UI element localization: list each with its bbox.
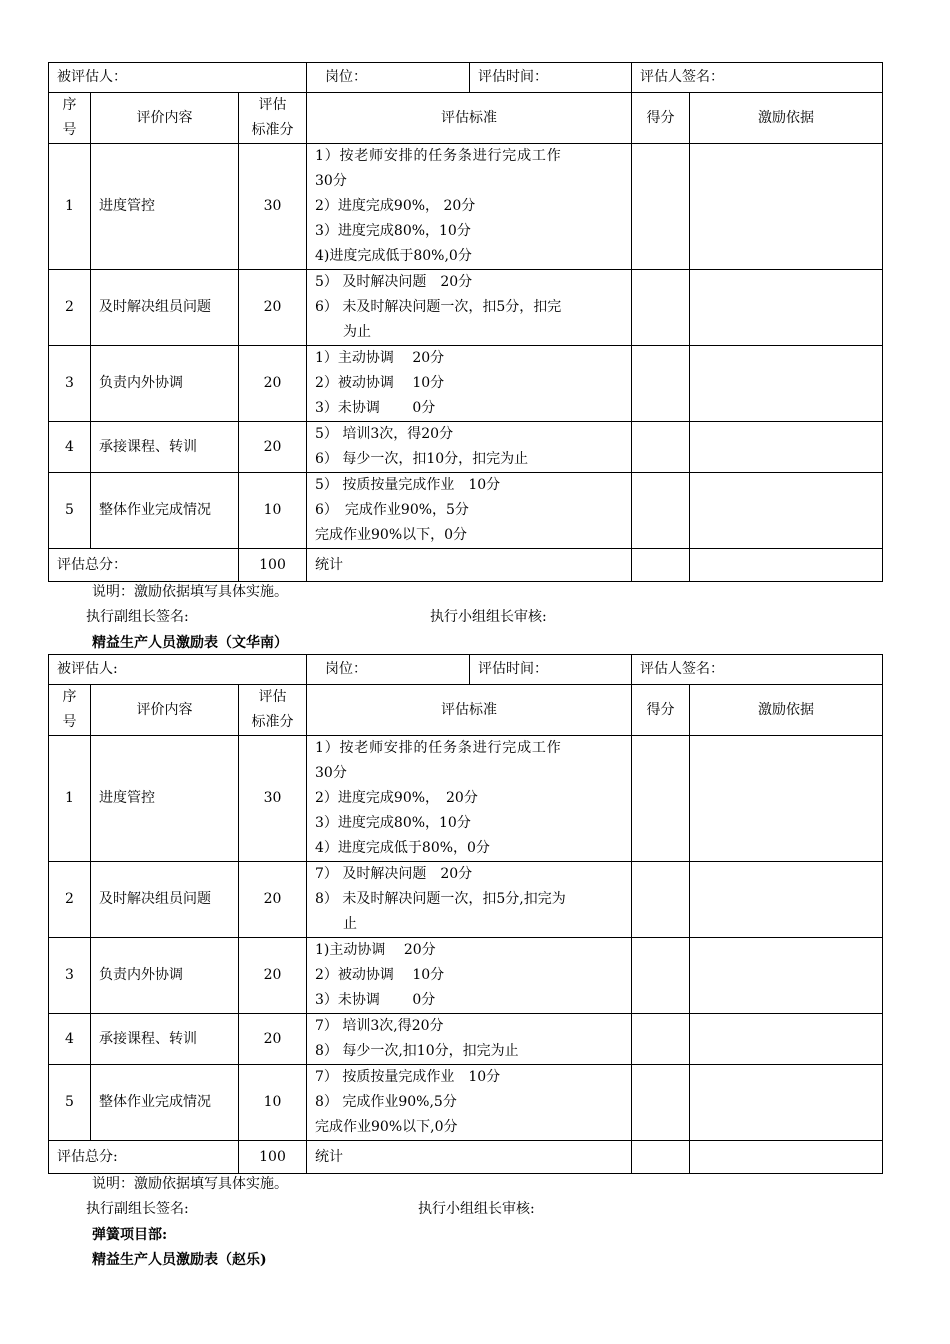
stat-label: 统计 — [307, 549, 632, 582]
criteria-cell: 5） 培训3次，得20分 6） 每少一次，扣10分，扣完为止 — [307, 422, 632, 473]
col-criteria: 评估标准 — [307, 93, 632, 144]
total-value: 100 — [239, 1141, 307, 1174]
basis-cell[interactable] — [690, 346, 883, 422]
department-label: 弹簧项目部: — [92, 1227, 168, 1243]
table-row: 4 承接课程、转训 20 5） 培训3次，得20分 6） 每少一次，扣10分，扣完为止 — [49, 422, 883, 473]
note-text-2: 说明：激励依据填写具体实施。 — [92, 1176, 288, 1192]
criteria-cell: 7） 及时解决问题 20分 8） 未及时解决问题一次，扣5分,扣完为 止 — [307, 862, 632, 938]
criteria-cell: 5） 及时解决问题 20分 6） 未及时解决问题一次，扣5分，扣完 为止 — [307, 270, 632, 346]
criteria-cell: 1）主动协调 20分 2）被动协调 10分 3）未协调 0分 — [307, 346, 632, 422]
score-cell[interactable] — [632, 736, 690, 862]
col-basis: 激励依据 — [690, 685, 883, 736]
position-field[interactable]: 岗位： — [307, 655, 470, 685]
basis-cell[interactable] — [690, 144, 883, 270]
criteria-cell: 1）按老师安排的任务条进行完成工作 30分 2）进度完成90%， 20分 3）进度完成80%，10分 4）进度完成低于80%，0分 — [307, 736, 632, 862]
evaluator-signature-field[interactable]: 评估人签名： — [632, 63, 883, 93]
stat-label: 统计 — [307, 1141, 632, 1174]
table-row: 5 整体作业完成情况 10 5） 按质按量完成作业 10分 6） 完成作业90%，5分 完成作业90%以下，0分 — [49, 473, 883, 549]
basis-cell[interactable] — [690, 862, 883, 938]
table-title-3: 精益生产人员激励表（赵乐) — [92, 1252, 267, 1268]
score-cell[interactable] — [632, 862, 690, 938]
total-label: 评估总分： — [49, 549, 239, 582]
criteria-cell: 1）按老师安排的任务条进行完成工作 30分 2）进度完成90%， 20分 3）进度完成80%，10分 4)进度完成低于80%,0分 — [307, 144, 632, 270]
total-score-cell[interactable] — [632, 549, 690, 582]
col-standard: 评估 标准分 — [239, 93, 307, 144]
table-row: 3 负责内外协调 20 1）主动协调 20分 2）被动协调 10分 3）未协调 0分 — [49, 346, 883, 422]
score-cell[interactable] — [632, 270, 690, 346]
score-cell[interactable] — [632, 144, 690, 270]
col-no: 序 号 — [49, 93, 91, 144]
basis-cell[interactable] — [690, 270, 883, 346]
table-row: 5 整体作业完成情况 10 7） 按质按量完成作业 10分 8） 完成作业90%,5分 完成作业90%以下,0分 — [49, 1065, 883, 1141]
criteria-cell: 7） 培训3次,得20分 8） 每少一次,扣10分，扣完为止 — [307, 1014, 632, 1065]
basis-cell[interactable] — [690, 1065, 883, 1141]
table-title-2: 精益生产人员激励表（文华南） — [92, 635, 288, 651]
criteria-cell: 1)主动协调 20分 2）被动协调 10分 3）未协调 0分 — [307, 938, 632, 1014]
position-field[interactable]: 岗位： — [307, 63, 470, 93]
total-score-cell[interactable] — [632, 1141, 690, 1174]
evaluated-person-field[interactable]: 被评估人： — [49, 63, 307, 93]
score-cell[interactable] — [632, 422, 690, 473]
leader-review-label-1: 执行小组组长审核: — [430, 609, 547, 625]
table-row: 4 承接课程、转训 20 7） 培训3次,得20分 8） 每少一次,扣10分，扣完为止 — [49, 1014, 883, 1065]
column-header-row — [49, 93, 883, 144]
score-cell[interactable] — [632, 938, 690, 1014]
basis-cell[interactable] — [690, 736, 883, 862]
col-criteria: 评估标准 — [307, 685, 632, 736]
eval-time-field[interactable]: 评估时间： — [470, 63, 632, 93]
deputy-signature-label-2: 执行副组长签名: — [86, 1201, 189, 1217]
col-content: 评价内容 — [91, 93, 239, 144]
note-text-1: 说明：激励依据填写具体实施。 — [92, 584, 288, 600]
table-row: 2 及时解决组员问题 20 5） 及时解决问题 20分 6） 未及时解决问题一次，扣5分，扣完 为止 — [49, 270, 883, 346]
criteria-cell: 7） 按质按量完成作业 10分 8） 完成作业90%,5分 完成作业90%以下,0分 — [307, 1065, 632, 1141]
score-cell[interactable] — [632, 1065, 690, 1141]
column-header-row — [49, 685, 883, 736]
total-value: 100 — [239, 549, 307, 582]
col-basis: 激励依据 — [690, 93, 883, 144]
col-score: 得分 — [632, 93, 690, 144]
total-basis-cell[interactable] — [690, 549, 883, 582]
evaluated-person-field[interactable]: 被评估人: — [49, 655, 307, 685]
score-cell[interactable] — [632, 346, 690, 422]
table-header-row — [49, 655, 883, 685]
evaluation-table-2 — [48, 654, 883, 1174]
table-row: 1 进度管控 30 1）按老师安排的任务条进行完成工作 30分 2）进度完成90%， 20分 3）进度完成80%，10分 4）进度完成低于80%，0分 — [49, 736, 883, 862]
score-cell[interactable] — [632, 1014, 690, 1065]
table-row: 3 负责内外协调 20 1)主动协调 20分 2）被动协调 10分 3）未协调 0分 — [49, 938, 883, 1014]
evaluation-table-1 — [48, 62, 883, 582]
col-score: 得分 — [632, 685, 690, 736]
score-cell[interactable] — [632, 473, 690, 549]
col-standard: 评估 标准分 — [239, 685, 307, 736]
basis-cell[interactable] — [690, 473, 883, 549]
basis-cell[interactable] — [690, 1014, 883, 1065]
table-header-row — [49, 63, 883, 93]
total-row — [49, 549, 883, 582]
col-content: 评价内容 — [91, 685, 239, 736]
col-no: 序 号 — [49, 685, 91, 736]
evaluator-signature-field[interactable]: 评估人签名： — [632, 655, 883, 685]
basis-cell[interactable] — [690, 938, 883, 1014]
basis-cell[interactable] — [690, 422, 883, 473]
total-label: 评估总分: — [49, 1141, 239, 1174]
eval-time-field[interactable]: 评估时间： — [470, 655, 632, 685]
criteria-cell: 5） 按质按量完成作业 10分 6） 完成作业90%，5分 完成作业90%以下，0分 — [307, 473, 632, 549]
total-basis-cell[interactable] — [690, 1141, 883, 1174]
deputy-signature-label-1: 执行副组长签名: — [86, 609, 189, 625]
total-row — [49, 1141, 883, 1174]
table-row: 1 进度管控 30 1）按老师安排的任务条进行完成工作 30分 2）进度完成90%， 20分 3）进度完成80%，10分 4)进度完成低于80%,0分 — [49, 144, 883, 270]
table-row: 2 及时解决组员问题 20 7） 及时解决问题 20分 8） 未及时解决问题一次，扣5分,扣完为 止 — [49, 862, 883, 938]
leader-review-label-2: 执行小组组长审核: — [418, 1201, 535, 1217]
